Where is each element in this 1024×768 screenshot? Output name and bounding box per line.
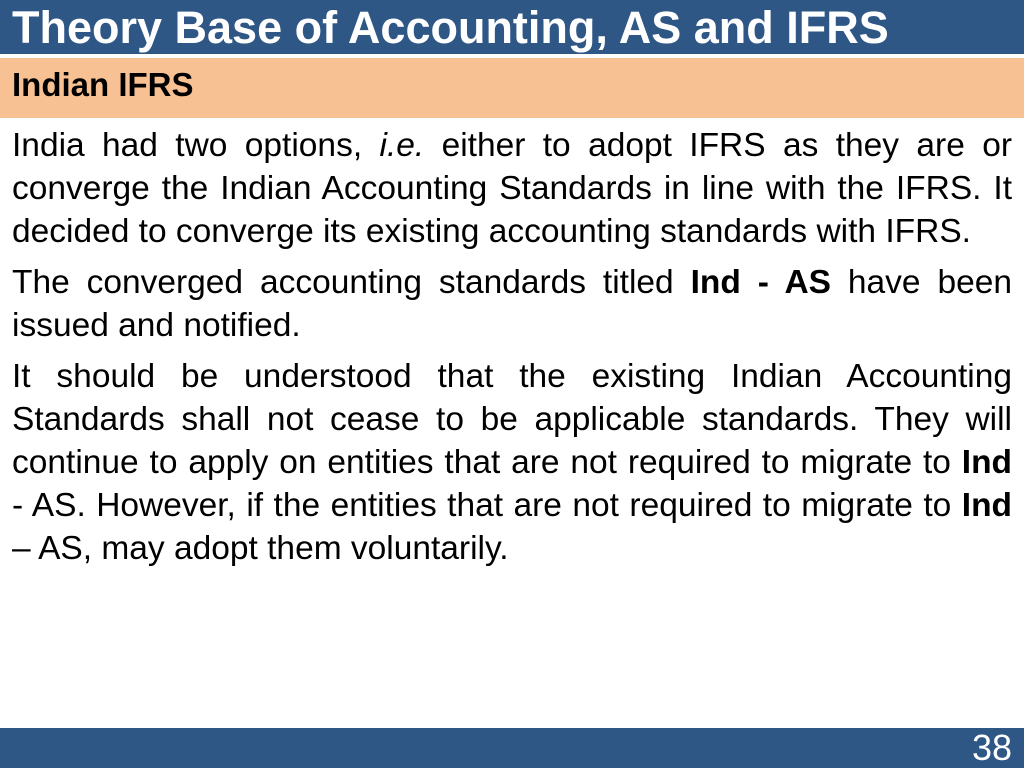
paragraph-bold-text: Ind [961, 444, 1012, 481]
slide-title: Theory Base of Accounting, AS and IFRS [12, 2, 889, 53]
paragraph-text: – AS, may adopt them voluntarily. [12, 530, 509, 567]
paragraph-india-options [12, 124, 1012, 253]
slide-body [12, 124, 1012, 578]
paragraph-text: The converged accounting standards titled [12, 264, 691, 301]
paragraph-existing-standards [12, 355, 1012, 570]
paragraph-text: either to adopt IFRS as they are or converge the Indian Accounting Standards in line with the IFRS. It decided to converge its existing accounting standards with IFRS. [12, 127, 1012, 250]
paragraph-text: It should be understood that the existing Indian Accounting Standards shall not cease to be applicable standards. They will continue to apply on entities that are not required to migrate to [12, 358, 1012, 481]
footer-bar [0, 726, 1024, 768]
paragraph-text: have been issued and notified. [12, 264, 1012, 344]
paragraph-bold-text: Ind - AS [690, 264, 832, 301]
subtitle-bar [0, 58, 1024, 118]
page-number: 38 [971, 727, 1012, 768]
paragraph-bold-text: Ind [961, 487, 1012, 524]
paragraph-converged-standards [12, 261, 1012, 347]
paragraph-text: - AS. However, if the entities that are not required to migrate to [12, 487, 962, 524]
slide-subtitle: Indian IFRS [12, 66, 194, 103]
paragraph-italic-text: i.e. [379, 127, 425, 164]
title-bar [0, 0, 1024, 56]
paragraph-text: India had two options, [12, 127, 380, 164]
